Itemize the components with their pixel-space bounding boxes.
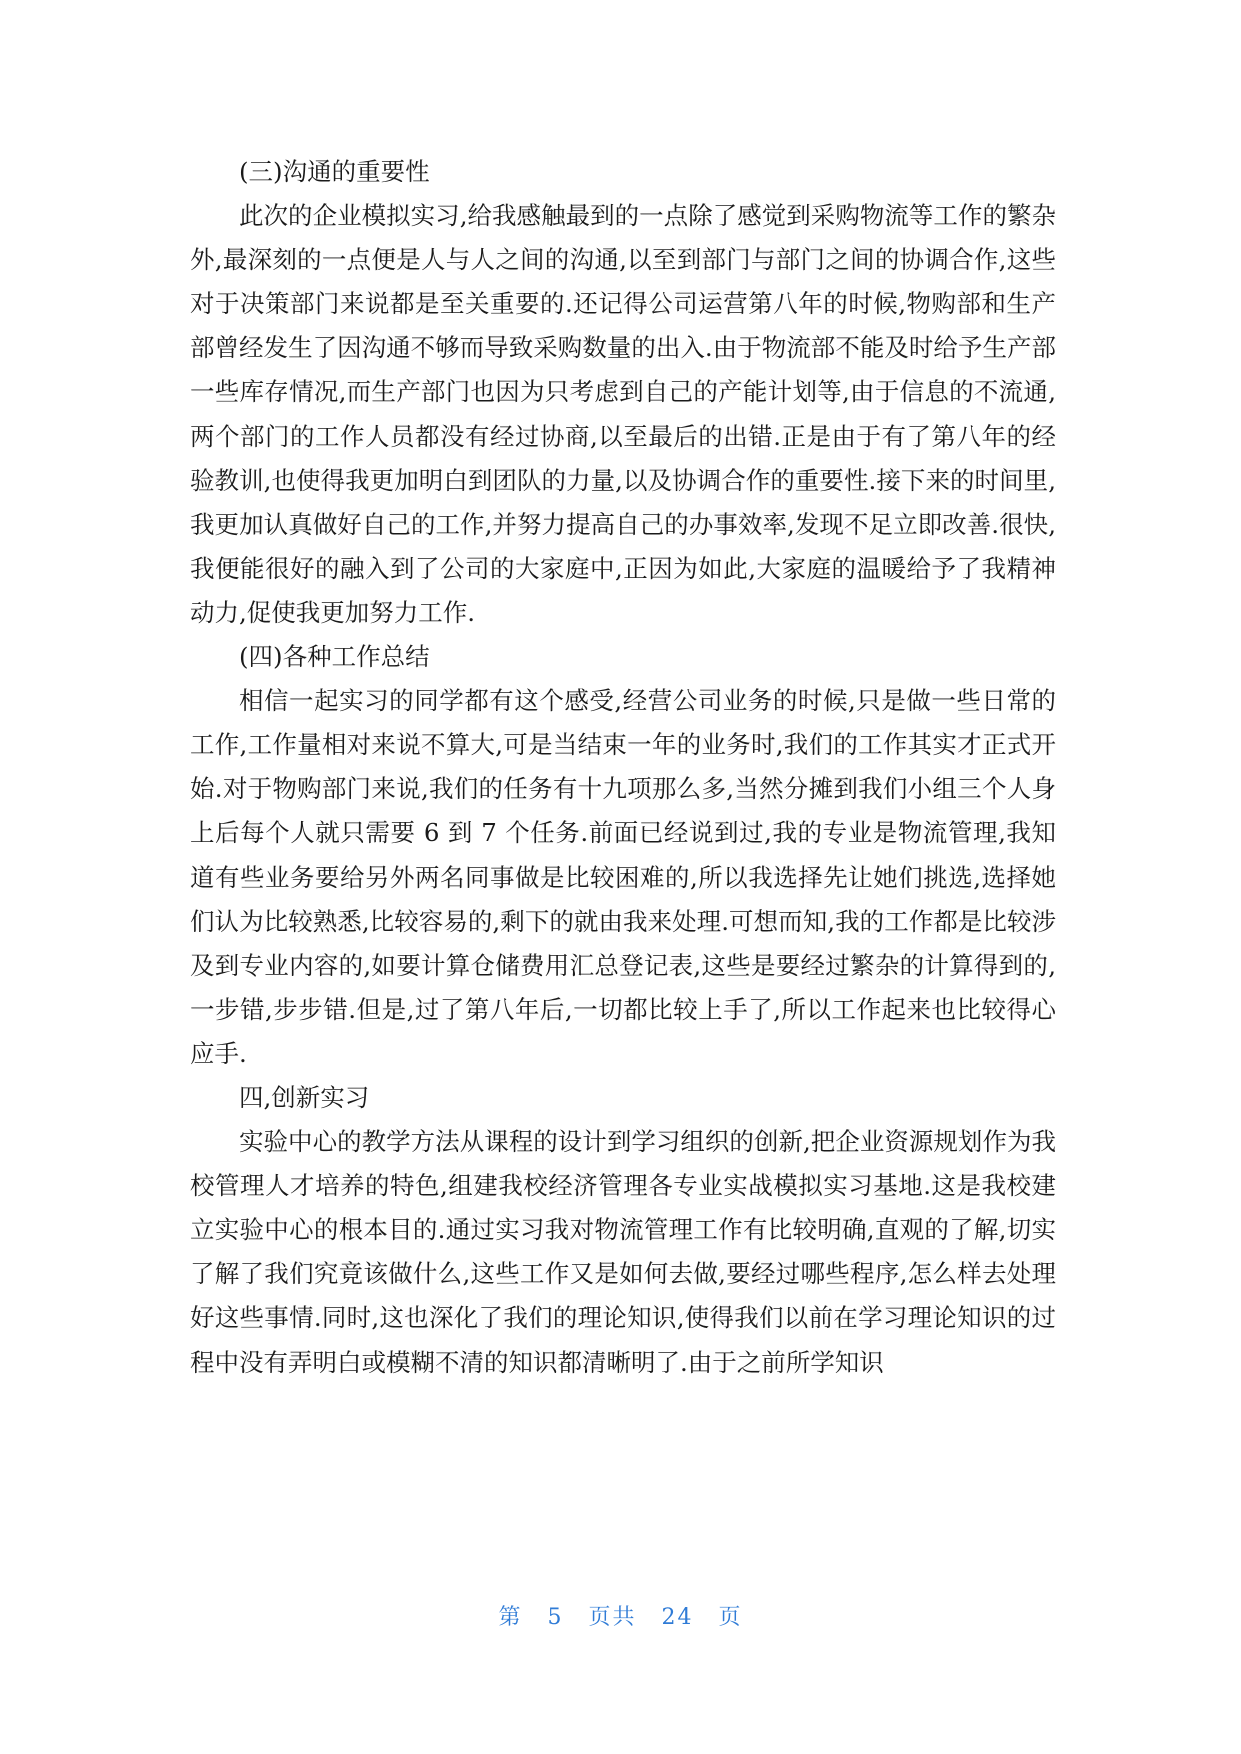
page-footer xyxy=(0,1600,1241,1631)
section-heading-communication: (三)沟通的重要性 xyxy=(239,157,430,186)
footer-page-total: 24 xyxy=(661,1605,694,1630)
footer-page-number: 5 xyxy=(547,1605,564,1630)
body-paragraph-work-summary: 相信一起实习的同学都有这个感受,经营公司业务的时候,只是做一些日常的工作,工作量相对来说不算大,可是当结束一年的业务时,我们的工作其实才正式开始.对于物购部门来说,我们的任务有十九项那么多,当然分摊到我们小组三个人身上后每个人就只需要 6 到 7 个任务.前面已经说到过,我的专业是物流管理,我知道有些业务要给另外两名同事做是比较困难的,所以我选择先让她们挑选,选择她们认为比较熟悉,比较容易的,剩下的就由我来处理.可想而知,我的工作都是比较涉及到专业内容的,如要计算仓储费用汇总登记表,这些是要经过繁杂的计算得到的,一步错,步步错.但是,过了第八年后,一切都比较上手了,所以工作起来也比较得心应手. xyxy=(190,686,1056,1068)
footer-page-middle: 页共 xyxy=(588,1605,637,1630)
footer-page-prefix: 第 xyxy=(498,1605,523,1630)
body-paragraph-communication: 此次的企业模拟实习,给我感触最到的一点除了感觉到采购物流等工作的繁杂外,最深刻的一点便是人与人之间的沟通,以至到部门与部门之间的协调合作,这些对于决策部门来说都是至关重要的.还记得公司运营第八年的时候,物购部和生产部曾经发生了因沟通不够而导致采购数量的出入.由于物流部不能及时给予生产部一些库存情况,而生产部门也因为只考虑到自己的产能计划等,由于信息的不流通,两个部门的工作人员都没有经过协商,以至最后的出错.正是由于有了第八年的经验教训,也使得我更加明白到团队的力量,以及协调合作的重要性.接下来的时间里,我更加认真做好自己的工作,并努力提高自己的办事效率,发现不足立即改善.很快,我便能很好的融入到了公司的大家庭中,正因为如此,大家庭的温暖给予了我精神动力,促使我更加努力工作. xyxy=(190,201,1056,627)
document-body xyxy=(190,150,1056,1385)
section-heading-innovation: 四,创新实习 xyxy=(239,1082,370,1112)
body-paragraph-innovation: 实验中心的教学方法从课程的设计到学习组织的创新,把企业资源规划作为我校管理人才培养的特色,组建我校经济管理各专业实战模拟实习基地.这是我校建立实验中心的根本目的.通过实习我对物流管理工作有比较明确,直观的了解,切实了解了我们究竟该做什么,这些工作又是如何去做,要经过哪些程序,怎么样去处理好这些事情.同时,这也深化了我们的理论知识,使得我们以前在学习理论知识的过程中没有弄明白或模糊不清的知识都清晰明了.由于之前所学知识 xyxy=(190,1127,1056,1377)
footer-page-suffix: 页 xyxy=(718,1605,743,1630)
section-heading-work-summary: (四)各种工作总结 xyxy=(239,642,430,672)
